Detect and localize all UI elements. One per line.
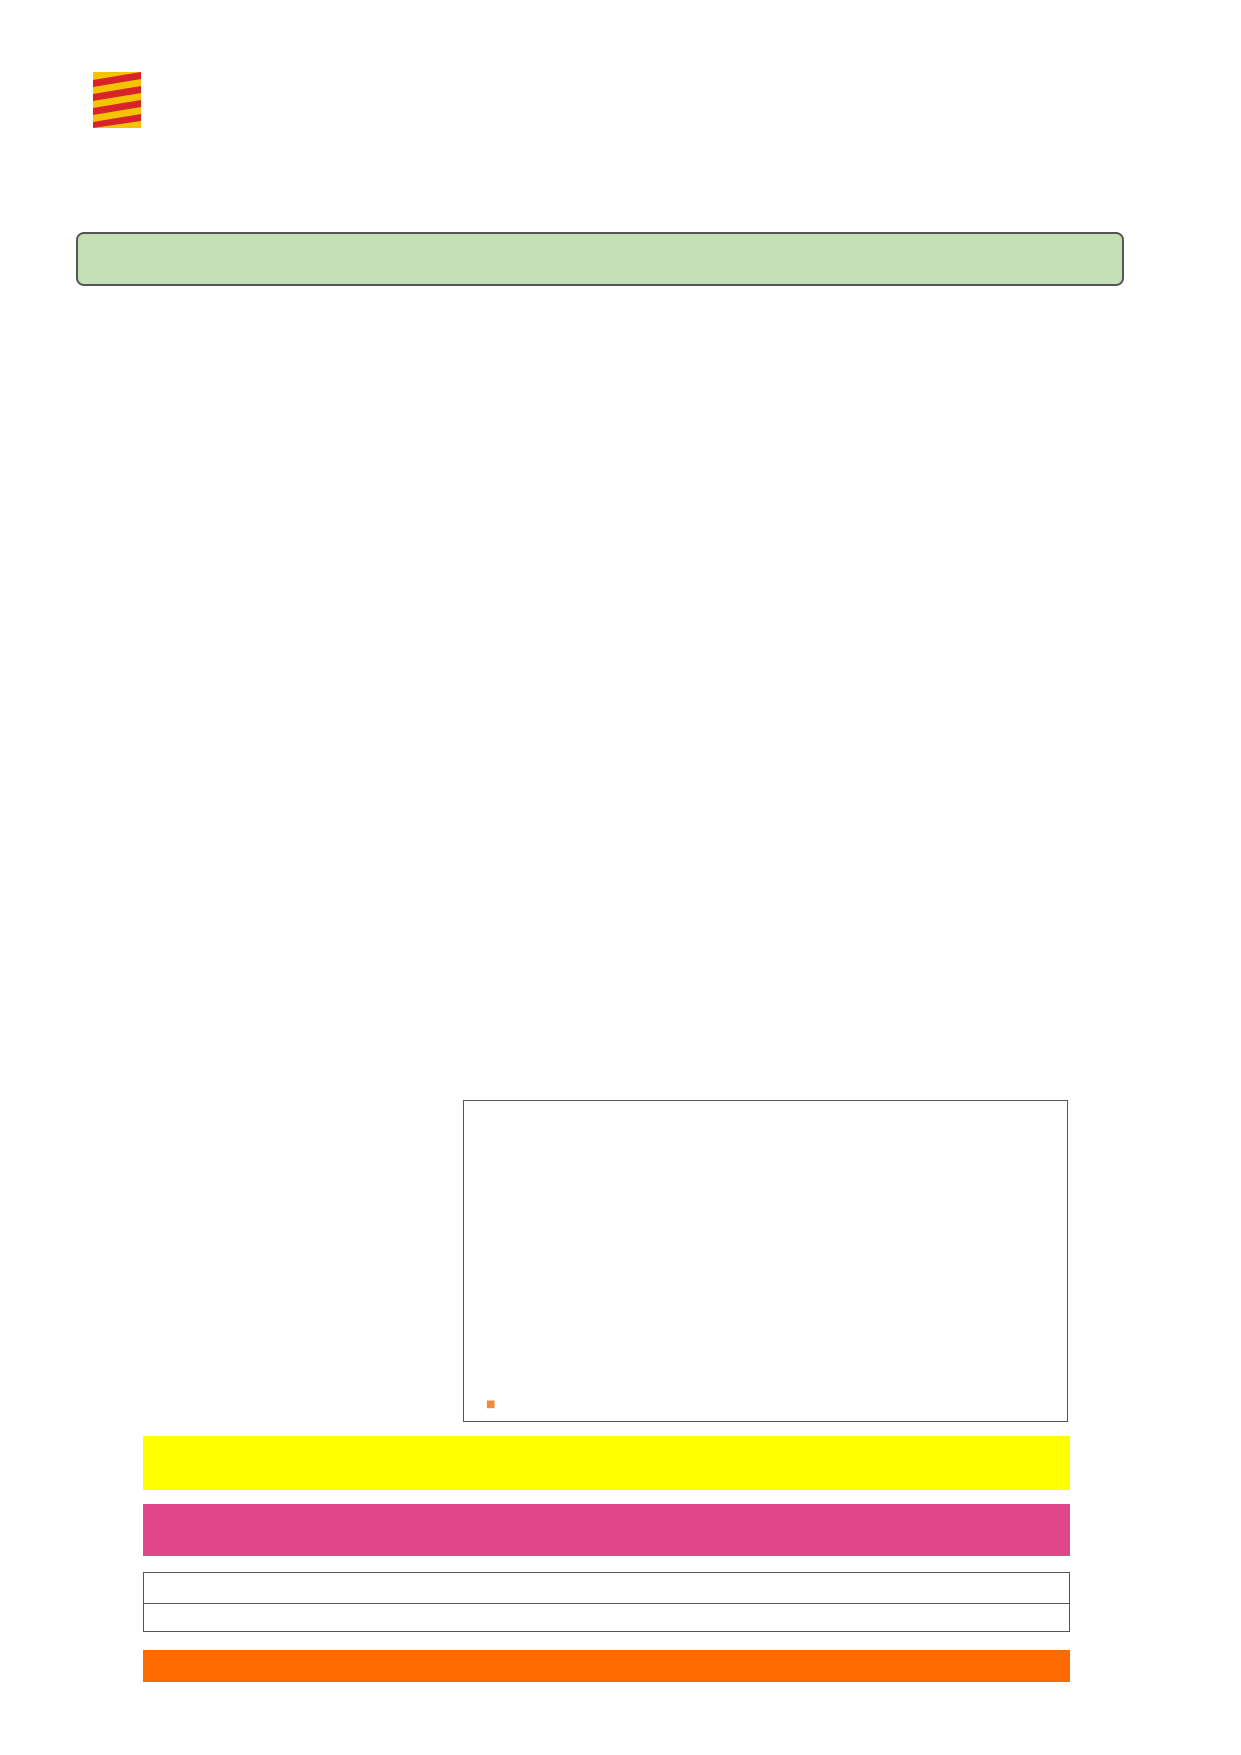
bullet-icon: ■: [486, 1399, 496, 1410]
vacaciones-band: [143, 1504, 1070, 1556]
fin-item: [486, 1393, 1056, 1415]
info-box: [463, 1100, 1068, 1422]
aragon-flag-icon: [93, 72, 141, 128]
title-bar: [76, 232, 1124, 286]
logo: [93, 70, 323, 182]
jornada-band: [143, 1436, 1070, 1490]
legend: [143, 1572, 1070, 1632]
legend-title: [144, 1573, 1069, 1604]
fiestas-locales-band: [143, 1650, 1070, 1682]
